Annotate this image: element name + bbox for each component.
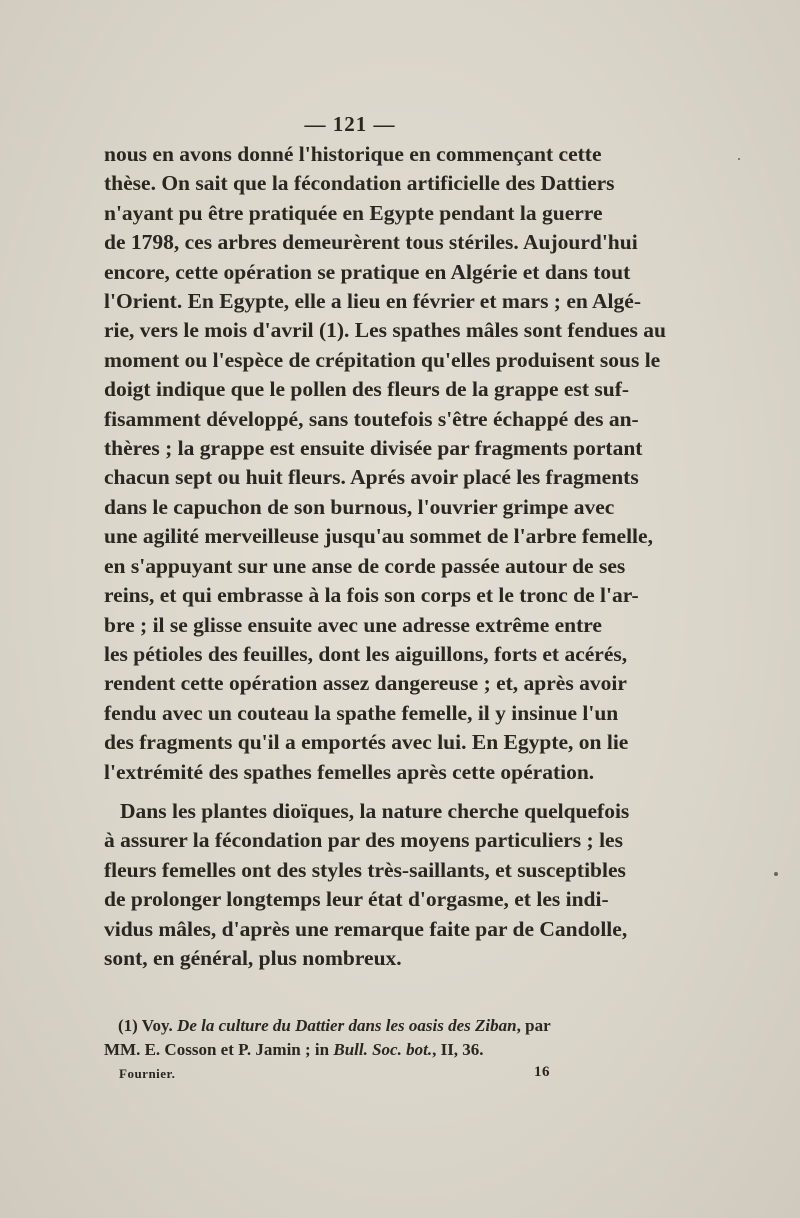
footnote-journal: Bull. Soc. bot. — [333, 1040, 433, 1059]
paragraph-2 — [104, 797, 630, 973]
footnote-marker: (1) Voy. — [118, 1016, 173, 1035]
text-line: à assurer la fécondation par des moyens particuliers ; les — [104, 828, 623, 853]
text-line: une agilité merveilleuse jusqu'au sommet de l'arbre femelle, — [104, 524, 653, 549]
ink-speck — [774, 872, 778, 876]
body-text — [104, 140, 666, 973]
text-line: chacun sept ou huit fleurs. Aprés avoir placé les fragments — [104, 465, 639, 490]
text-line: fleurs femelles ont des styles très-saillants, et susceptibles — [104, 857, 626, 882]
text-line: nous en avons donné l'historique en commençant cette — [104, 142, 602, 166]
text-line: vidus mâles, d'après une remarque faite par de Candolle, — [104, 916, 628, 941]
text-line: Dans les plantes dioïques, la nature cherche quelquefois — [120, 798, 630, 823]
text-line: de prolonger longtemps leur état d'orgasme, et les indi- — [104, 887, 609, 912]
footnote — [104, 1014, 596, 1062]
text-line: en s'appuyant sur une anse de corde passée autour de ses — [104, 553, 626, 578]
ink-speck — [738, 158, 740, 160]
page-number: — 121 — — [304, 112, 396, 136]
text-line: l'Orient. En Egypte, elle a lieu en février et mars ; en Algé- — [104, 289, 641, 314]
text-line: moment ou l'espèce de crépitation qu'elles produisent sous le — [104, 347, 661, 372]
text-line: les pétioles des feuilles, dont les aiguillons, forts et acérés, — [104, 641, 628, 666]
text-line: n'ayant pu être pratiquée en Egypte pendant la guerre — [104, 200, 603, 225]
text-line: des fragments qu'il a emportés avec lui. En Egypte, on lie — [104, 730, 629, 755]
text-line: rendent cette opération assez dangereuse ; et, après avoir — [104, 671, 627, 696]
footnote-line-2 — [104, 1038, 596, 1062]
text-line: fisamment développé, sans toutefois s'être échappé des an- — [104, 406, 639, 431]
text-line: thères ; la grappe est ensuite divisée par fragments portant — [104, 436, 643, 461]
text-line: sont, en général, plus nombreux. — [104, 945, 402, 970]
footnote-text: , par — [516, 1016, 551, 1035]
text-line: l'extrémité des spathes femelles après cette opération. — [104, 759, 595, 784]
text-line: doigt indique que le pollen des fleurs de la grappe est suf- — [104, 377, 630, 402]
text-line: bre ; il se glisse ensuite avec une adresse extrême entre — [104, 612, 602, 637]
footnote-title: De la culture du Dattier dans les oasis des Ziban — [177, 1016, 517, 1035]
paragraph-1 — [104, 140, 666, 787]
text-line: encore, cette opération se pratique en Algérie et dans tout — [104, 259, 631, 284]
signature-line — [119, 1064, 550, 1082]
footnote-line-1 — [104, 1014, 596, 1038]
footnote-reference: , II, 36. — [432, 1040, 484, 1059]
text-line: thèse. On sait que la fécondation artificielle des Dattiers — [104, 171, 615, 196]
text-line: de 1798, ces arbres demeurèrent tous stériles. Aujourd'hui — [104, 230, 638, 255]
sheet-number: 16 — [534, 1064, 550, 1080]
text-line: rie, vers le mois d'avril (1). Les spathes mâles sont fendues au — [104, 318, 666, 343]
text-line: reins, et qui embrasse à la fois son corps et le tronc de l'ar- — [104, 583, 639, 608]
text-line: dans le capuchon de son burnous, l'ouvrier grimpe avec — [104, 494, 615, 519]
footnote-authors: MM. E. Cosson et P. Jamin ; in — [104, 1040, 330, 1059]
signature-author: Fournier. — [119, 1066, 176, 1081]
text-line: fendu avec un couteau la spathe femelle, il y insinue l'un — [104, 700, 619, 725]
